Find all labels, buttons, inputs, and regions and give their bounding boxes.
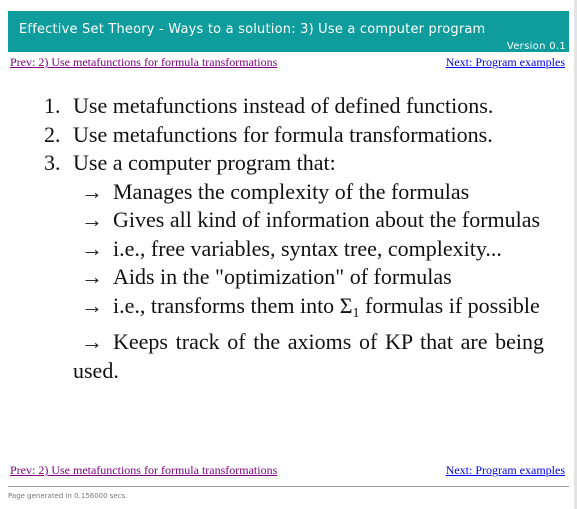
- sub-item-text: Keeps track of the axioms of KP that are being used.: [73, 329, 544, 383]
- sub-item-text: Gives all kind of information about the formulas: [113, 207, 541, 232]
- sub-item: [73, 292, 544, 329]
- arrow-icon: →: [81, 329, 103, 354]
- arrow-icon: →: [81, 292, 103, 318]
- next-link[interactable]: Next: Program examples: [445, 55, 565, 69]
- arrow-icon: →: [81, 264, 103, 289]
- sub-item: [73, 235, 544, 264]
- sub-item: [73, 206, 544, 235]
- sub-item-text: Aids in the "optimization" of formulas: [113, 264, 452, 289]
- slide-content: [44, 92, 544, 385]
- arrow-icon: →: [81, 235, 103, 261]
- arrow-icon: →: [81, 207, 103, 232]
- arrow-icon: →: [81, 178, 103, 204]
- item-text: Use metafunctions instead of defined functions.: [73, 93, 494, 118]
- sub-item-text: formulas if possible: [359, 292, 540, 318]
- next-link[interactable]: Next: Program examples: [445, 463, 565, 477]
- sigma-subscript: 1: [352, 305, 360, 321]
- sub-item: [73, 328, 544, 385]
- list-item: [44, 121, 544, 150]
- page-header: [8, 11, 569, 52]
- header-title: Effective Set Theory - Ways to a solution: 3) Use a computer program: [19, 22, 486, 37]
- sub-item-text: i.e., transforms them into: [113, 292, 340, 318]
- prev-link[interactable]: Prev: 2) Use metafunctions for formula transformations: [10, 55, 278, 69]
- sub-item-text: i.e., free variables, syntax tree, complexity...: [113, 235, 502, 261]
- sub-item: [73, 178, 544, 207]
- sub-item-text: Manages the complexity of the formulas: [113, 178, 470, 204]
- item-number: 2.: [44, 121, 61, 147]
- divider: [8, 486, 569, 487]
- list-item: [44, 149, 544, 178]
- item-text: Use metafunctions for formula transformations.: [73, 121, 493, 147]
- item-number: 3.: [44, 150, 61, 175]
- prev-link[interactable]: Prev: 2) Use metafunctions for formula transformations: [10, 463, 278, 477]
- item-text: Use a computer program that:: [73, 150, 336, 175]
- sub-item: [73, 263, 544, 292]
- sigma-symbol: Σ: [339, 292, 353, 318]
- list-item: [44, 92, 544, 121]
- version-label: Version 0.1: [506, 41, 566, 52]
- item-number: 1.: [44, 93, 61, 118]
- page-generated-footer: Page generated in 0.156000 secs.: [8, 492, 128, 500]
